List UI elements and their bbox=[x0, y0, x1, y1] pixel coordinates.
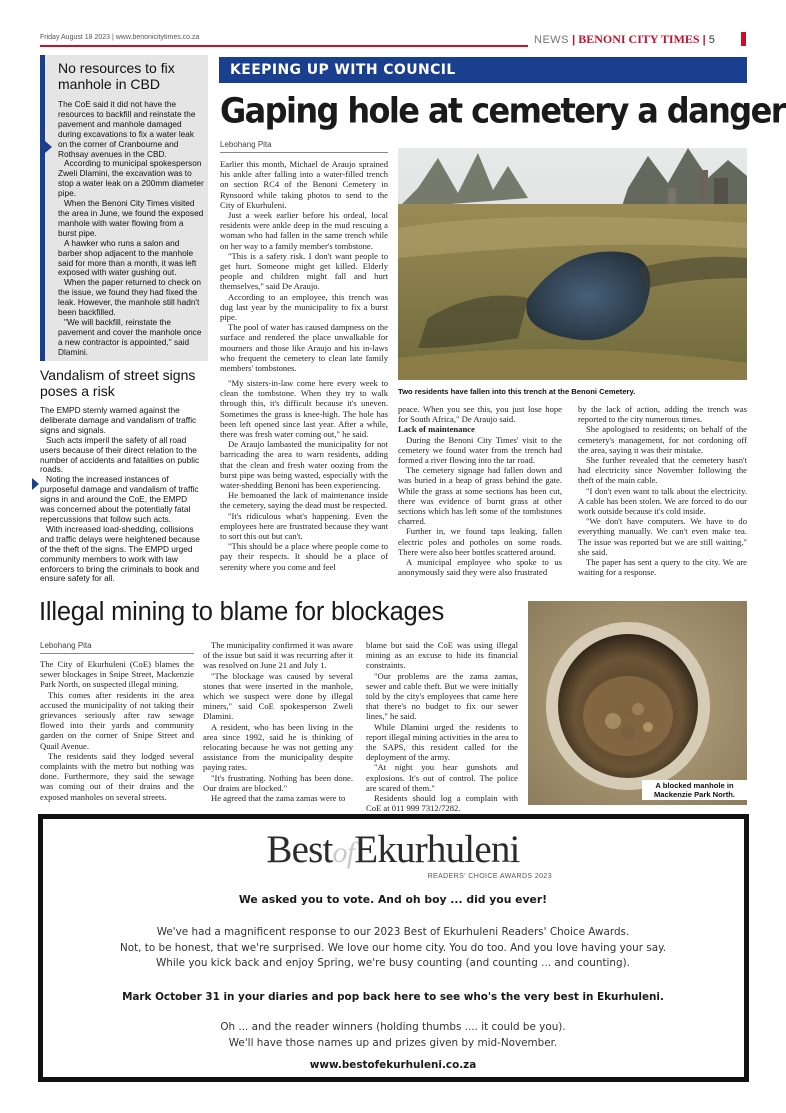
sidebar-story2-title: Vandalism of street signs poses a risk bbox=[40, 367, 196, 399]
logo-ekurhuleni: Ekurhuleni bbox=[354, 828, 520, 871]
sidebar bbox=[40, 55, 208, 595]
paragraph: "I don't even want to talk about the electricity. A cable has been stolen. We are forced to do our work outside because it's cold inside. bbox=[578, 485, 747, 517]
ad-outro bbox=[0, 1020, 786, 1051]
kicker-banner bbox=[219, 57, 747, 83]
paragraph: "We will backfill, reinstate the pavement and cover the manhole once a new contractor is appointed," said Dlamini. bbox=[58, 316, 202, 357]
header-rule bbox=[40, 45, 528, 47]
paragraph: "Our problems are the zama zamas, sewer and cable theft. But we were initially told by the city's employees that came here that there's no budget to fix our sewer lines," he said. bbox=[366, 670, 518, 722]
paragraph: Further in, we found taps leaking, fallen electric poles and potholes on some roads. There were also beer bottles scattered around. bbox=[398, 526, 562, 557]
mining-headline: Illegal mining to blame for blockages bbox=[39, 598, 445, 626]
paragraph: When the paper returned to check on the issue, we found they had fixed the leak. However, the manhole still hadn't been backfilled. bbox=[58, 277, 201, 318]
paragraph: De Araujo lambasted the municipality for not barricading the area to warn residents, adding that the clean and fresh water oozing from the burst pipe was being wasted, especially with the water-shedding Benoni has been experiencing. bbox=[220, 439, 388, 491]
paragraph: When the Benoni City Times visited the area in June, we found the exposed manhole with water flowing from a burst pipe. bbox=[58, 198, 204, 238]
mining-column-2 bbox=[203, 640, 353, 803]
ad-body-line: While you kick back and enjoy Spring, we're busy counting (and counting ... and counting). bbox=[156, 957, 630, 969]
sidebar-accent-arrow bbox=[32, 478, 39, 490]
paragraph: The residents said they lodged several complaints with the metro but nothing was done. Furthermore, they said the sewage was coming out of their drains and the exposed manholes on several streets. bbox=[40, 750, 194, 802]
byline-rule bbox=[40, 653, 194, 654]
sidebar-accent-bar bbox=[40, 55, 45, 361]
mining-byline: Lebohang Pita bbox=[40, 641, 92, 650]
headline: Gaping hole at cemetery a danger bbox=[220, 90, 785, 132]
mining-column-3 bbox=[366, 640, 518, 813]
photo-illustration bbox=[398, 148, 747, 380]
paragraph: Residents should log a complain with CoE at 011 999 7312/7282. bbox=[366, 793, 518, 814]
photo-illustration bbox=[528, 601, 747, 805]
paragraph: "It's ridiculous what's happening. Even the employees here are frustrated because they want to sort this out but can't. bbox=[220, 510, 388, 542]
caption-line: A blocked manhole in bbox=[655, 781, 734, 790]
paragraph: Such acts imperil the safety of all road users because of their direct relation to the number of accidents and fatalities on public roads. bbox=[40, 434, 200, 475]
ad-body-line: We've had a magnificent response to our 2023 Best of Ekurhuleni Readers' Choice Awards. bbox=[156, 926, 630, 938]
mining-column-1 bbox=[40, 659, 194, 802]
paragraph: The EMPD sternly warned against the deliberate damage and vandalism of traffic signs and signals. bbox=[40, 405, 197, 435]
paragraph: The cemetery signage had fallen down and was buried in a heap of grass behind the gate. While the grass at some sections has been cut, there was evidence of burnt grass at other sections which has left some of the tombstones charred. bbox=[398, 465, 562, 527]
paragraph: While Dlamini urged the residents to report illegal mining activities in the area to the SAPS, this resident called for the deployment of the army. bbox=[366, 721, 518, 763]
byline-rule bbox=[220, 152, 388, 153]
logo-best: Best bbox=[266, 828, 333, 871]
paragraph: He agreed that the zama zamas were to bbox=[211, 793, 346, 804]
ad-body-line: Not, to be honest, that we're surprised. We love our home city. You do too. And you love having your say. bbox=[119, 941, 667, 954]
paragraph: Earlier this month, Michael de Araujo sprained his ankle after falling into a water-filled trench on section RC4 of the Benoni Cemetery in Rynsoord while taking photos to send to the City of Ekurhuleni. bbox=[220, 159, 388, 210]
lead-column-2 bbox=[220, 378, 388, 572]
paragraph: The pool of water has caused dampness on the surface and rendered the place unwalkable for mourners and those like Araujo and his in-laws who frequent the cemetery to clean late family members' tombstones. bbox=[220, 322, 388, 374]
paragraph: peace. When you see this, you just lose hope for South Africa," De Araujo said. bbox=[398, 404, 562, 425]
paragraph: The CoE said it did not have the resources to backfill and reinstate the pavement and manhole damaged during excavations to fix a water leak on the corner of Cranbourne and Rothsay avenues in the CBD. bbox=[58, 99, 196, 159]
ad-headline: We asked you to vote. And oh boy ... did you ever! bbox=[238, 893, 548, 906]
sidebar-story2-body bbox=[40, 406, 204, 584]
photo-caption: Two residents have fallen into this trench at the Benoni Cemetery. bbox=[398, 387, 636, 396]
paragraph: She further revealed that the cemetery hasn't had electricity since November following the theft of the main cable. bbox=[578, 455, 747, 486]
lead-column-3 bbox=[398, 404, 562, 577]
sidebar-story1-title: No resources to fix manhole in CBD bbox=[58, 60, 175, 92]
paragraph: "It's frustrating. Nothing has been done. Our drains are blocked." bbox=[203, 772, 353, 793]
ad-website-link[interactable]: www.bestofekurhuleni.co.za bbox=[309, 1059, 477, 1071]
paragraph: She apologised to residents; on behalf of the cemetery's management, for not cordoning off the area, saying it was their mistake. bbox=[578, 424, 747, 455]
paragraph: "We don't have computers. We have to do everything manually. We can't even make tea. The issue was reported but we are still waiting," she said. bbox=[578, 516, 747, 557]
paragraph: "At night you hear gunshots and explosions. It's out of control. The police are scared of them." bbox=[366, 762, 518, 793]
page-marker bbox=[741, 32, 746, 46]
ad-cta: Mark October 31 in your diaries and pop back here to see who's the very best in Ekurhuleni. bbox=[122, 991, 664, 1003]
paragraph: During the Benoni City Times' visit to the cemetery we found water from the trench had formed a river flowing into the tar road. bbox=[398, 434, 562, 466]
masthead bbox=[534, 32, 715, 47]
manhole-photo-caption bbox=[642, 780, 747, 800]
paragraph: The municipality confirmed it was aware of the issue but said it was recurring after it was resolved on June 21 and July 1. bbox=[203, 640, 353, 671]
paragraph: He bemoaned the lack of maintenance inside the cemetery, saying the dead must be respected. bbox=[220, 490, 388, 511]
paragraph: A resident, who has been living in the area since 1992, said he is thinking of relocating because he was not getting any assistance from the municipality despite paying rates. bbox=[203, 721, 353, 773]
paragraph: "The blockage was caused by several stones that were inserted in the manhole, which we suspect were done by illegal miners," said CoE spokesperson Zweli Dlamini. bbox=[203, 670, 353, 722]
paragraph: "This should be a place where people come to pay their respects. It should be a place of serenity where you come and feel bbox=[220, 541, 388, 572]
paragraph: This comes after residents in the area accused the municipality of not taking their grievances seriously after raw sewage flowed into their yards and community garden on the corner of Snipe Street and Quail Avenue. bbox=[40, 689, 194, 751]
paragraph: blame but said the CoE was using illegal mining as an excuse to hide its financial constraints. bbox=[366, 640, 518, 671]
paragraph: According to an employee, this trench was dug last year by the municipality to fix a burst pipe. bbox=[220, 291, 388, 323]
sidebar-accent-arrow bbox=[45, 141, 52, 153]
subhead: Lack of maintenance bbox=[398, 424, 475, 435]
ad-body bbox=[0, 925, 786, 972]
byline: Lebohang Pita bbox=[220, 140, 272, 149]
divider: | bbox=[702, 34, 709, 46]
ad-outro-line: We'll have those names up and prizes given by mid-November. bbox=[228, 1036, 558, 1049]
paragraph: A hawker who runs a salon and barber shop adjacent to the manhole said for more than a month, it was left exposed with water gushing out. bbox=[58, 237, 197, 278]
paragraph: According to municipal spokesperson Zweli Dlamini, the excavation was to stop a water leak on a 200mm diameter pipe. bbox=[58, 158, 204, 199]
dateline: Friday August 18 2023 | www.benonicitytimes.co.za bbox=[40, 34, 200, 41]
paragraph: Noting the increased instances of purposeful damage and vandalism of traffic signs in and around the CoE, the EMPD was concerned about the potentially fatal repercussions that follow such acts. bbox=[40, 474, 199, 524]
paragraph: A municipal employee who spoke to us anonymously said they were also frustrated bbox=[398, 557, 562, 578]
paragraph: The paper has sent a query to the city. We are waiting for a response. bbox=[578, 557, 747, 578]
section-label: NEWS bbox=[534, 34, 569, 46]
sidebar-story1-body bbox=[58, 100, 204, 358]
paragraph: "My sisters-in-law come here every week to clean the tombstone. When they try to walk through this, it's difficult because it's uneven. Sometimes the grass is knee-high. The hole has been left opened since last year. After a while, there was fresh water coming out," he said. bbox=[220, 378, 388, 440]
cemetery-trench-photo bbox=[398, 148, 747, 380]
publication-name: BENONI CITY TIMES bbox=[578, 32, 700, 46]
ad-logo-subtitle: READERS' CHOICE AWARDS 2023 bbox=[427, 873, 552, 880]
paragraph: The City of Ekurhuleni (CoE) blames the sewer blockages in Snipe Street, Mackenzie Park North, on suspected illegal mining. bbox=[40, 659, 194, 690]
paragraph: Just a week earlier before his ordeal, local residents were ankle deep in the mud rescuing a woman who had fallen in the same trench while on her way to a family member's tombstone. bbox=[220, 210, 388, 251]
kicker: KEEPING UP WITH COUNCIL bbox=[230, 62, 456, 78]
blocked-manhole-photo bbox=[528, 601, 747, 805]
divider: | bbox=[572, 34, 579, 46]
paragraph: by the lack of action, adding the trench was reported to the city numerous times. bbox=[578, 404, 747, 425]
page-number: 5 bbox=[708, 34, 715, 46]
logo-of: of bbox=[332, 836, 355, 869]
paragraph: With increased load-shedding, collisions and traffic delays were heightened because of the theft of the signs. The EMPD urged community members to work with law enforcers to bring the criminals to book and ensure safety for all. bbox=[40, 523, 200, 584]
ad-outro-line: Oh ... and the reader winners (holding thumbs .... it could be you). bbox=[220, 1021, 566, 1033]
lead-column-1 bbox=[220, 159, 388, 373]
caption-line: Mackenzie Park North. bbox=[653, 790, 736, 800]
ad-logo bbox=[0, 828, 786, 875]
lead-column-4 bbox=[578, 404, 747, 577]
paragraph: "This is a safety risk. I don't want people to get hurt. Someone might get killed. Elderly people and children might fall and hurt themselves," said De Araujo. bbox=[220, 250, 388, 292]
